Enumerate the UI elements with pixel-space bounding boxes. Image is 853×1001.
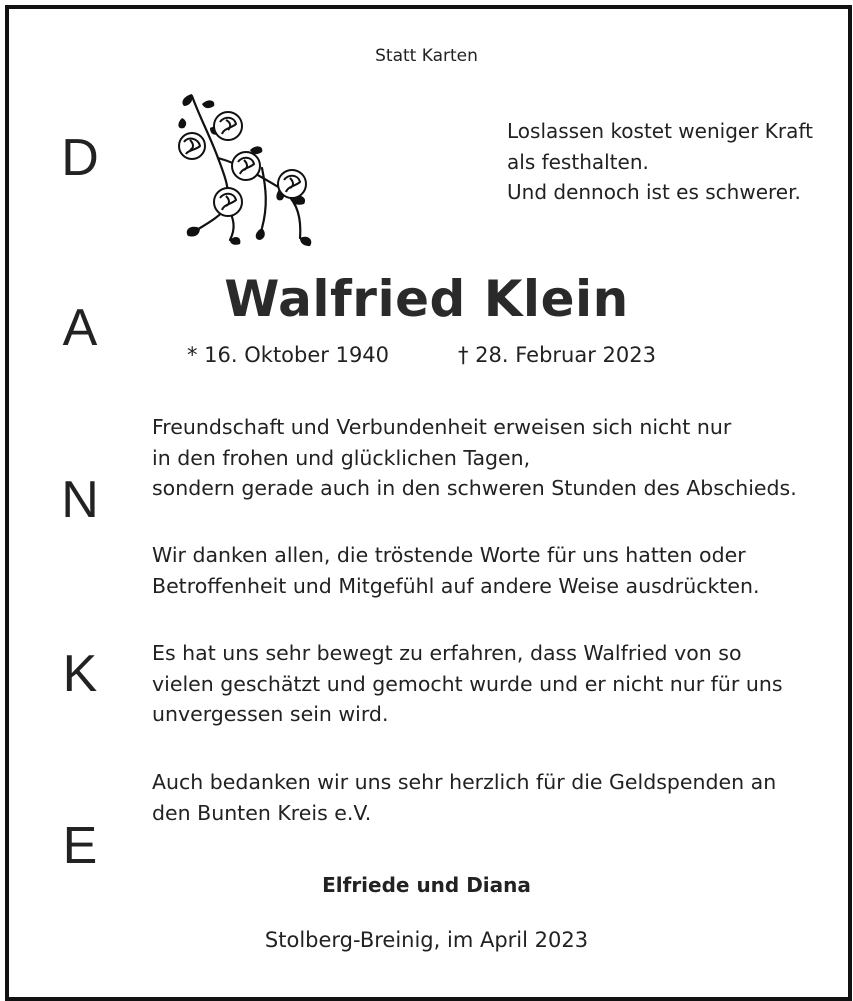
paragraph-line: unvergessen sein wird. bbox=[152, 702, 389, 726]
danke-letter-d: D bbox=[61, 129, 99, 187]
quote bbox=[507, 116, 813, 208]
paragraph-moved bbox=[152, 638, 783, 730]
quote-line: Loslassen kostet weniger Kraft bbox=[507, 119, 813, 143]
paragraph-line: den Bunten Kreis e.V. bbox=[152, 800, 372, 825]
danke-letter-n: N bbox=[61, 471, 99, 529]
place-date: Stolberg-Breinig, im April 2023 bbox=[264, 928, 589, 952]
paragraph-donations bbox=[152, 767, 776, 828]
paragraph-line: Auch bedanken wir uns sehr herzlich für die Geldspenden an bbox=[152, 770, 777, 794]
paragraph-line: Betroffenheit und Mitgefühl auf andere Weise ausdrückten. bbox=[152, 573, 760, 598]
signers: Elfriede und Diana bbox=[322, 873, 531, 897]
death-date: † 28. Februar 2023 bbox=[458, 343, 656, 367]
danke-letter-a: A bbox=[62, 299, 98, 357]
paragraph-line: vielen geschätzt und gemocht wurde und er nicht nur für uns bbox=[152, 671, 783, 696]
roses-icon bbox=[170, 88, 330, 248]
paragraph-line: sondern gerade auch in den schweren Stunden des Abschieds. bbox=[152, 476, 797, 500]
danke-letter-k: K bbox=[62, 645, 98, 703]
deceased-name: Walfried Klein bbox=[224, 270, 629, 328]
birth-date: * 16. Oktober 1940 bbox=[187, 343, 390, 367]
paragraph-line: Es hat uns sehr bewegt zu erfahren, dass Walfried von so bbox=[152, 641, 742, 665]
paragraph-line: in den frohen und glücklichen Tagen, bbox=[152, 445, 531, 470]
header-note: Statt Karten bbox=[375, 46, 478, 66]
paragraph-line: Freundschaft und Verbundenheit erweisen sich nicht nur bbox=[152, 415, 732, 439]
paragraph-line: Wir danken allen, die tröstende Worte für uns hatten oder bbox=[152, 543, 746, 567]
danke-letter-e: E bbox=[62, 817, 98, 875]
quote-line: als festhalten. bbox=[507, 149, 649, 174]
quote-line: Und dennoch ist es schwerer. bbox=[507, 180, 801, 204]
paragraph-thanks bbox=[152, 540, 760, 601]
paragraph-friendship bbox=[152, 412, 797, 504]
